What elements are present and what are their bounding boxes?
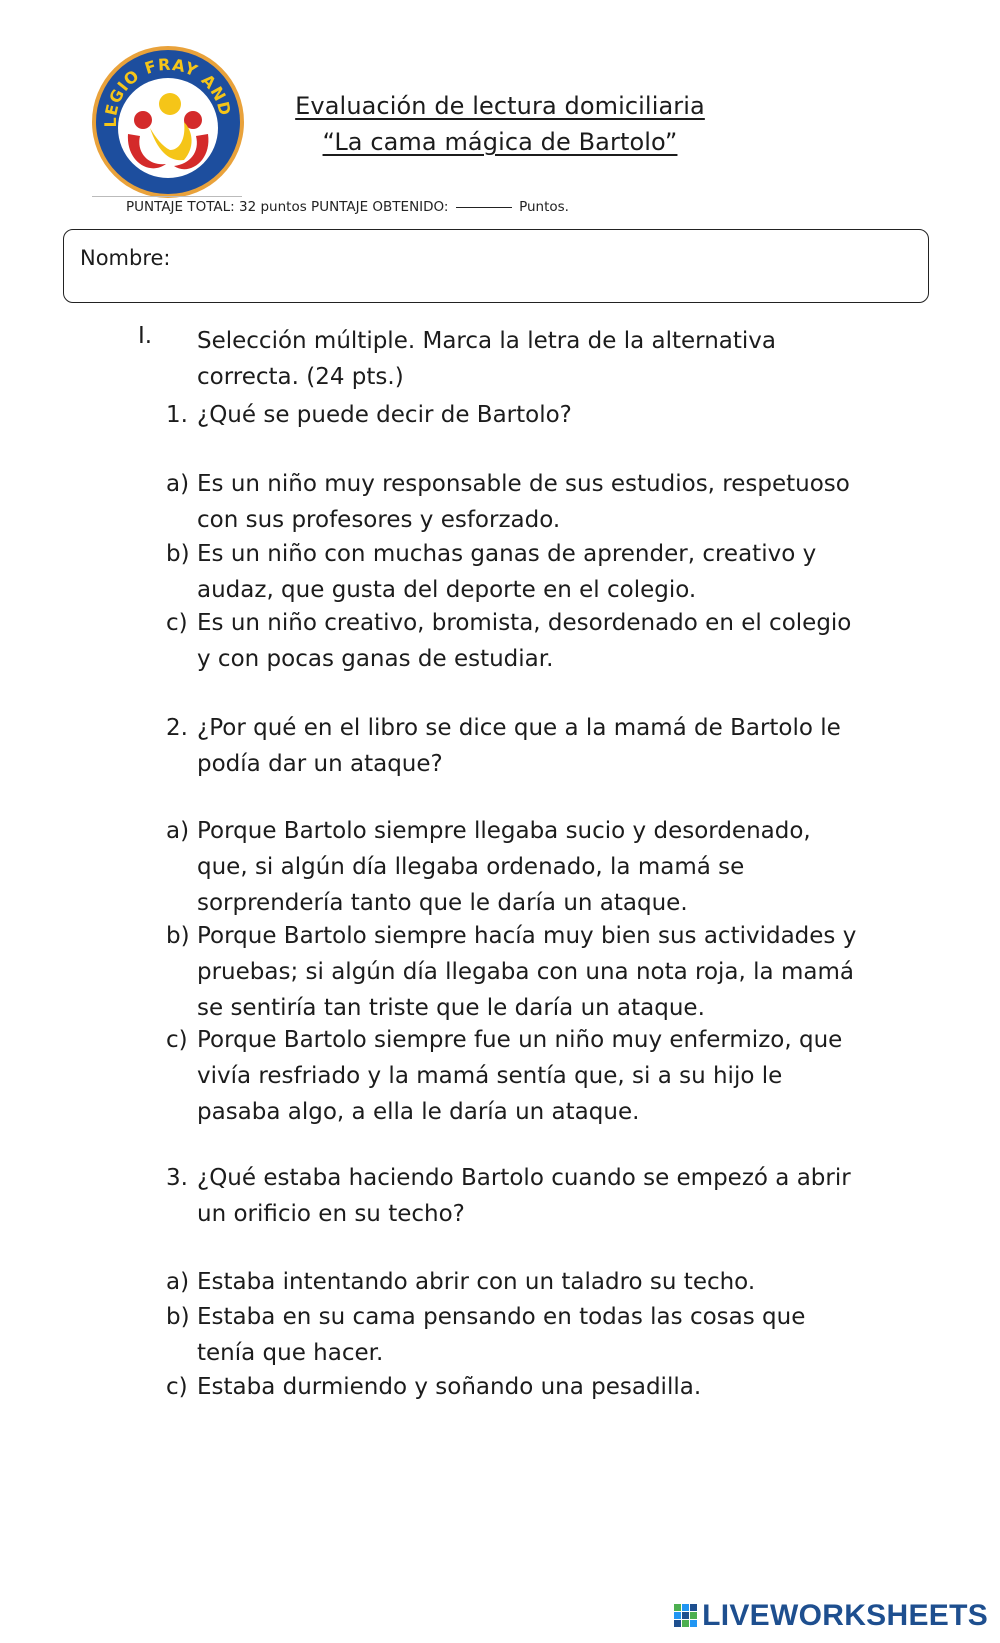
school-logo [88,42,248,202]
option-3b[interactable] [166,1299,866,1371]
score-line [126,199,569,215]
footer-watermark [674,1599,988,1633]
score-blank[interactable] [456,207,512,208]
question-text: ¿Qué se puede decir de Bartolo? [197,402,572,428]
option-1b[interactable] [166,536,866,608]
section-instructions: Selección múltiple. Marca la letra de la alternativa correcta. (24 pts.) [197,328,776,390]
option-text: Porque Bartolo siempre fue un niño muy enfermizo, que vivía resfriado y la mamá sentía que, si a su hijo le pasaba algo, a ella le daría un ataque. [197,1027,843,1125]
option-text: Estaba durmiendo y soñando una pesadilla. [197,1374,702,1400]
option-letter: b) [166,923,190,949]
option-text: Porque Bartolo siempre hacía muy bien sus actividades y pruebas; si algún día llegaba con una nota roja, la mamá se sentiría tan triste que le daría un ataque. [197,923,857,1021]
option-letter: c) [166,1374,188,1400]
option-2b[interactable] [166,918,866,1026]
question-text: ¿Por qué en el libro se dice que a la mamá de Bartolo le podía dar un ataque? [197,715,841,777]
option-text: Es un niño con muchas ganas de aprender, creativo y audaz, que gusta del deporte en el colegio. [197,541,817,603]
question-number: 3. [166,1165,188,1191]
section-number: I. [138,323,153,349]
option-letter: a) [166,1269,190,1295]
option-letter: c) [166,610,188,636]
name-label: Nombre: [80,246,171,270]
option-letter: a) [166,471,190,497]
option-letter: a) [166,818,190,844]
option-2c[interactable] [166,1022,866,1130]
liveworksheets-logo-icon [674,1604,698,1628]
option-text: Es un niño muy responsable de sus estudios, respetuoso con sus profesores y esforzado. [197,471,850,533]
option-3a[interactable] [166,1264,866,1300]
option-2a[interactable] [166,813,866,921]
question-number: 2. [166,715,188,741]
option-3c[interactable] [166,1369,866,1405]
question-1 [166,397,866,433]
option-1c[interactable] [166,605,866,677]
question-3 [166,1160,866,1232]
option-text: Es un niño creativo, bromista, desordenado en el colegio y con pocas ganas de estudiar. [197,610,852,672]
option-text: Estaba intentando abrir con un taladro su techo. [197,1269,756,1295]
option-letter: b) [166,1304,190,1330]
question-number: 1. [166,402,188,428]
divider [92,196,242,197]
option-text: Estaba en su cama pensando en todas las cosas que tenía que hacer. [197,1304,806,1366]
book-title: “La cama mágica de Bartolo” [322,128,678,156]
score-total-text: PUNTAJE TOTAL: 32 puntos PUNTAJE OBTENIDO: [126,199,449,215]
score-unit-text: Puntos. [519,199,569,215]
option-1a[interactable] [166,466,866,538]
option-text: Porque Bartolo siempre llegaba sucio y desordenado, que, si algún día llegaba ordenado, la mamá se sorprendería tanto que le daría un ataque. [197,818,811,916]
option-letter: b) [166,541,190,567]
footer-brand: LIVEWORKSHEETS [702,1599,988,1632]
logo-text: LEGIO FRAY AND [100,54,235,128]
name-field[interactable] [63,229,929,303]
document-title: Evaluación de lectura domiciliaria [295,92,705,120]
question-2 [166,710,866,782]
question-text: ¿Qué estaba haciendo Bartolo cuando se empezó a abrir un orificio en su techo? [197,1165,851,1227]
option-letter: c) [166,1027,188,1053]
